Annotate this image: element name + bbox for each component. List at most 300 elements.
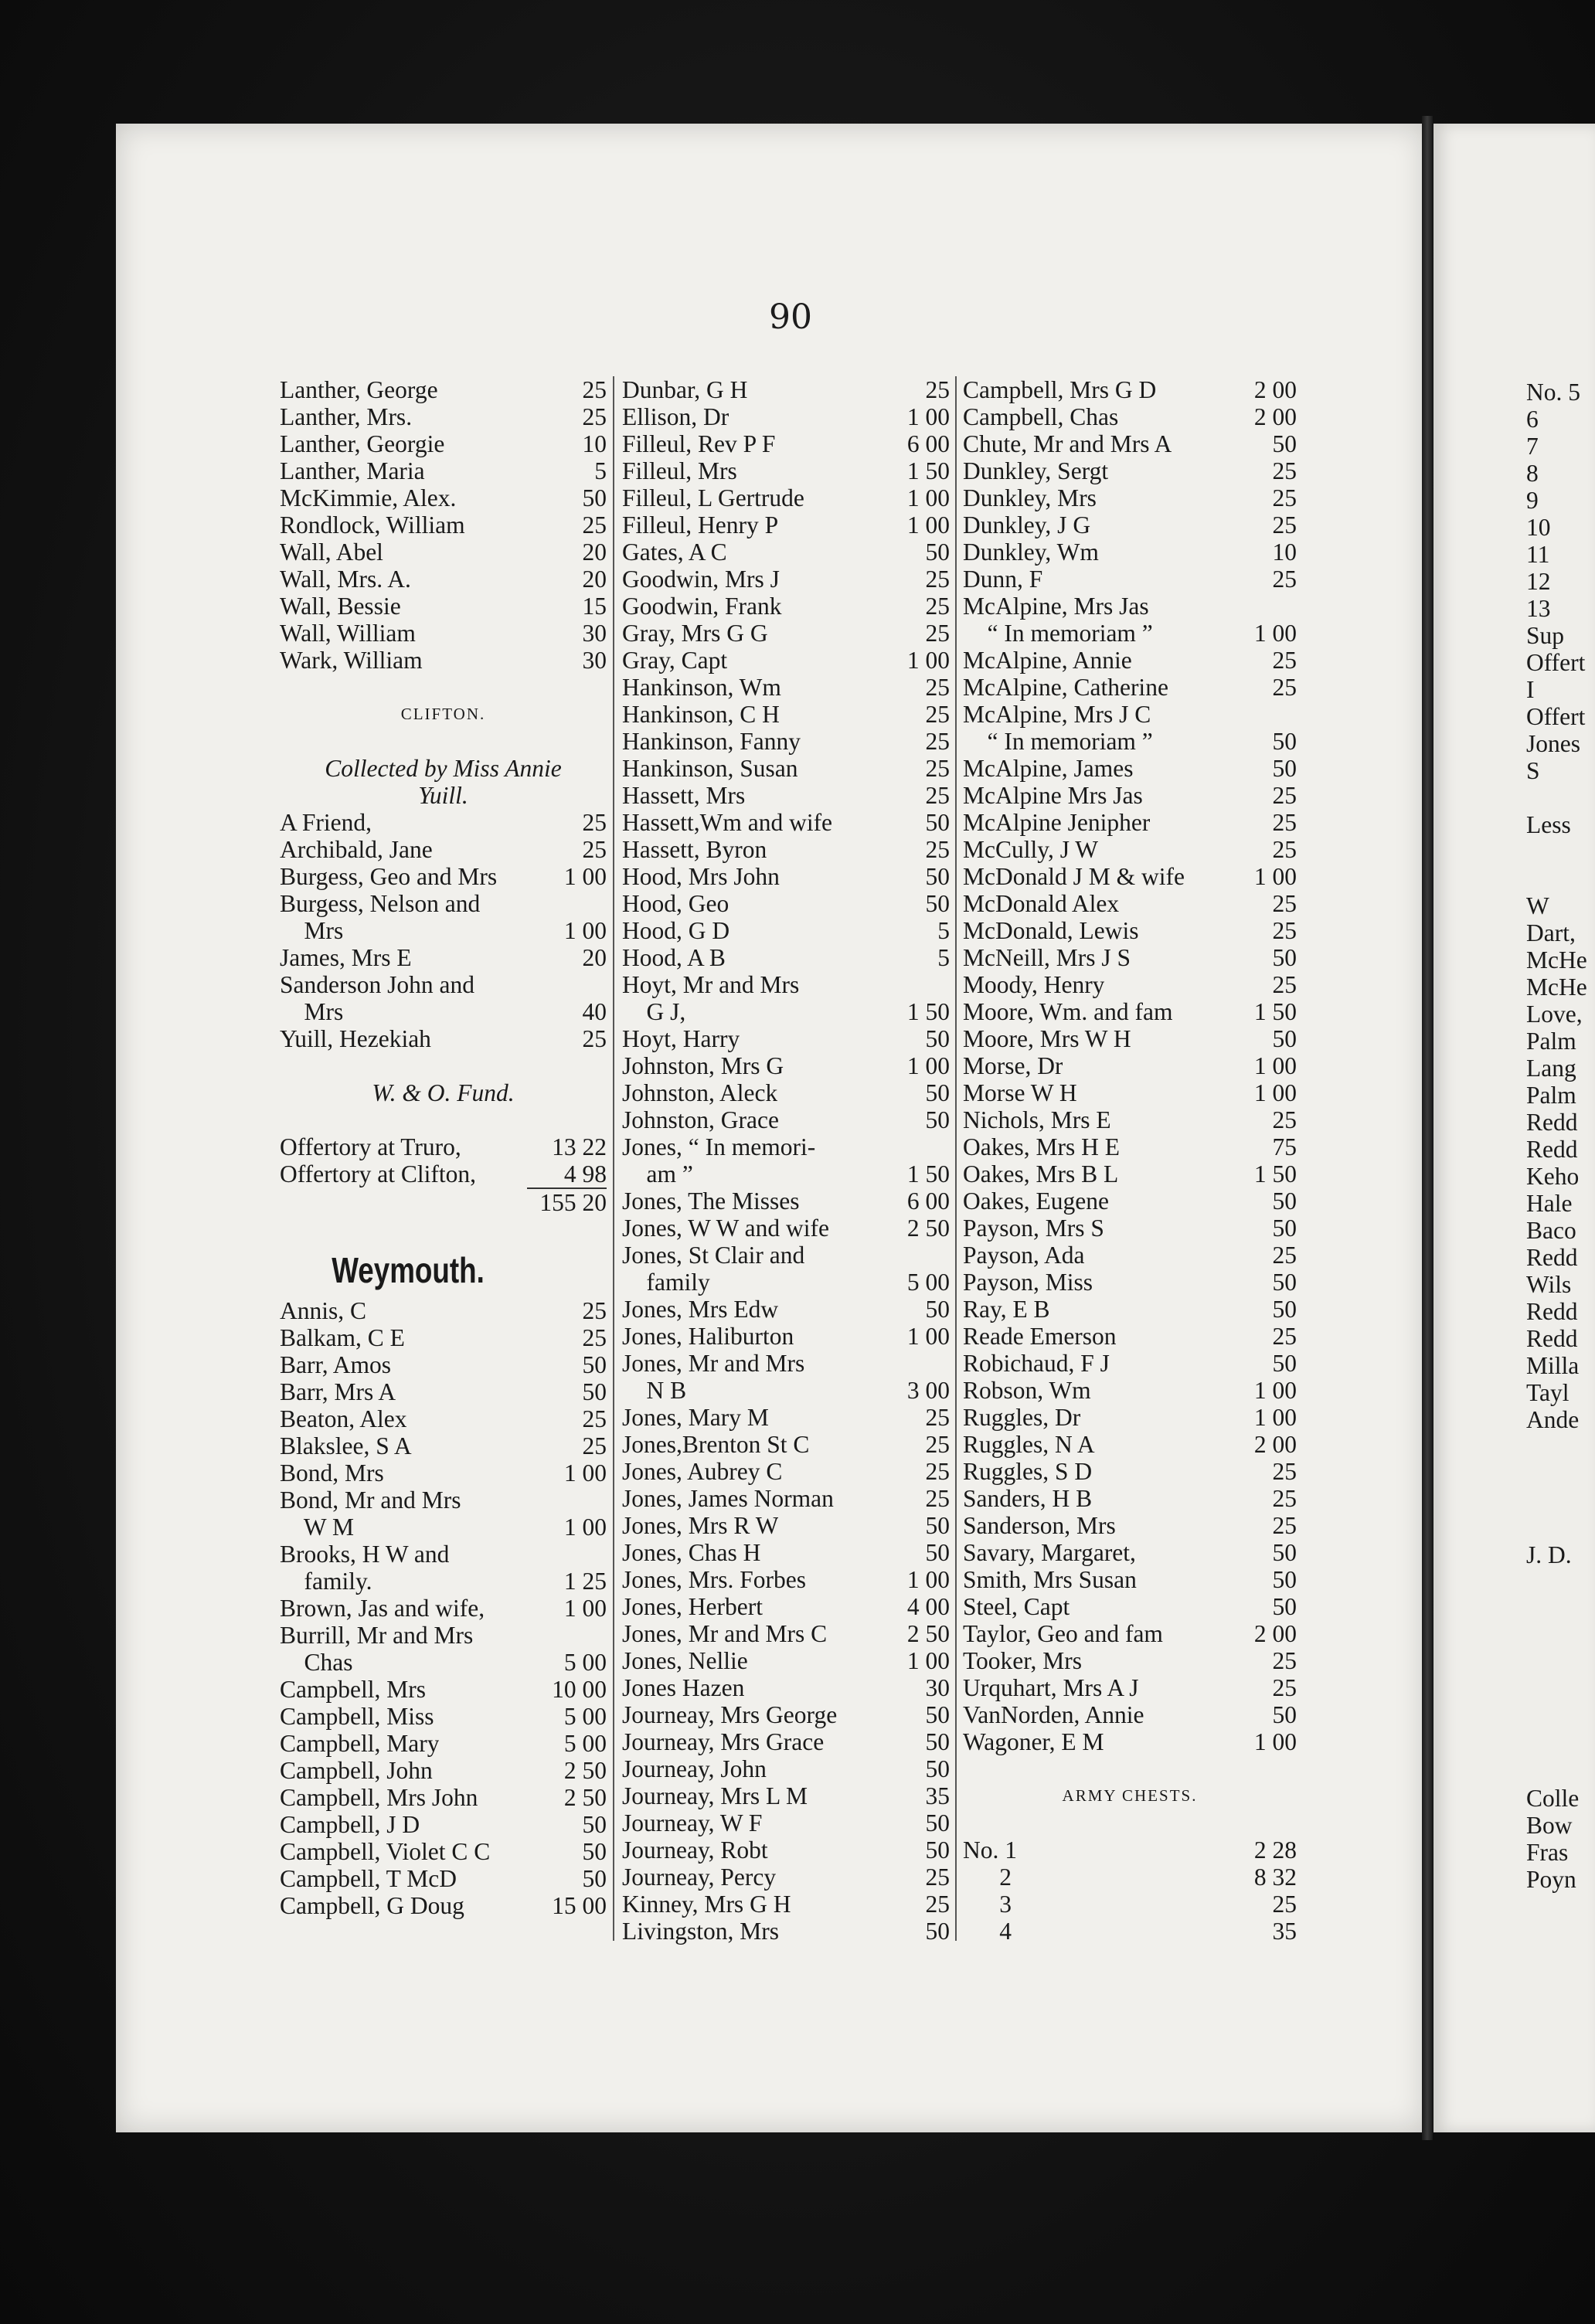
entry-row (963, 1052, 1297, 1079)
entry-row (280, 1486, 607, 1514)
entry-amount: 155 20 (539, 1189, 607, 1216)
column-divider-2 (955, 376, 957, 1941)
fragment-line: Colle (1526, 1785, 1580, 1812)
entry-row (963, 1539, 1297, 1566)
entry-amount: 1 00 (1253, 1377, 1297, 1404)
fragment-line: 10 (1526, 514, 1551, 541)
entry-amount: 50 (925, 1106, 950, 1133)
fragment-line (1526, 1677, 1595, 1704)
entry-name: Campbell, Mrs (280, 1676, 426, 1703)
section-heading: CLIFTON. (400, 705, 486, 723)
entry-amount: 1 50 (906, 998, 950, 1025)
entry-amount: 50 (582, 1351, 607, 1378)
entry-amount (947, 1350, 950, 1377)
entry-row (963, 1674, 1297, 1701)
entry-row (622, 1674, 950, 1701)
entry-name: Barr, Amos (280, 1351, 391, 1378)
entry-name: Brown, Jas and wife, (280, 1595, 485, 1622)
entry-name: McDonald J M & wife (963, 863, 1185, 890)
entry-name: Campbell, Violet C C (280, 1838, 491, 1865)
entry-name: Jones, Mary M (622, 1404, 769, 1431)
entry-amount: 2 00 (1253, 1620, 1297, 1647)
entry-name: Wall, Abel (280, 539, 383, 566)
entry-amount: 50 (925, 1809, 950, 1836)
entry-row (963, 620, 1297, 647)
fragment-line: Baco (1526, 1217, 1576, 1244)
entry-amount: 2 28 (1253, 1836, 1297, 1864)
entry-name: Hankinson, C H (622, 701, 780, 728)
entry-amount: 1 00 (563, 1459, 607, 1486)
entry-amount: 1 00 (906, 484, 950, 511)
entry-name: Blakslee, S A (280, 1432, 412, 1459)
entry-row (963, 836, 1297, 863)
entry-row (622, 1593, 950, 1620)
entry-amount: 1 00 (563, 863, 607, 890)
entry-row (622, 1106, 950, 1133)
entry-row (280, 647, 607, 674)
entry-amount: 4 98 (563, 1160, 607, 1187)
entry-row (963, 890, 1297, 917)
entry-amount: 25 (925, 1431, 950, 1458)
entry-amount: 25 (1272, 890, 1297, 917)
entry-name: G J, (622, 998, 686, 1025)
entry-name: Ruggles, Dr (963, 1404, 1081, 1431)
entry-name: Lanther, Georgie (280, 430, 445, 457)
entry-amount: 25 (1272, 1512, 1297, 1539)
entry-amount: 50 (1272, 1187, 1297, 1215)
entry-amount: 50 (1272, 1296, 1297, 1323)
entry-name: Hankinson, Fanny (622, 728, 801, 755)
entry-amount: 25 (1272, 674, 1297, 701)
entry-amount (604, 971, 607, 998)
entry-row (622, 1701, 950, 1728)
entry-name: McAlpine Mrs Jas (963, 782, 1143, 809)
entry-row (622, 1809, 950, 1836)
entry-row (963, 1133, 1297, 1160)
entry-row (280, 1160, 607, 1187)
entry-name: Burgess, Nelson and (280, 890, 481, 917)
entry-amount: 25 (1272, 511, 1297, 539)
entry-amount: 30 (582, 620, 607, 647)
entry-amount: 30 (925, 1674, 950, 1701)
entry-amount: 5 00 (563, 1649, 607, 1676)
entry-name: Oakes, Eugene (963, 1187, 1109, 1215)
entry-amount: 2 00 (1253, 376, 1297, 403)
entry-name: Campbell, John (280, 1757, 433, 1784)
entry-row (280, 1514, 607, 1541)
entry-row (280, 1838, 607, 1865)
fragment-line (1526, 1622, 1595, 1650)
fragment-line: Love, (1526, 1001, 1583, 1028)
entry-name: Jones, Mrs. Forbes (622, 1566, 807, 1593)
fragment-line: S (1526, 757, 1540, 784)
entry-amount: 50 (925, 1728, 950, 1755)
entry-row (280, 1541, 607, 1568)
entry-amount: 25 (925, 1891, 950, 1918)
entry-name: Reade Emerson (963, 1323, 1117, 1350)
contributor-column-3 (963, 376, 1297, 1945)
entry-name: Oakes, Mrs H E (963, 1133, 1120, 1160)
entry-row (280, 863, 607, 890)
entry-row (622, 1431, 950, 1458)
entry-amount: 40 (582, 998, 607, 1025)
entry-name: Mrs (280, 917, 344, 944)
fragment-line: Tayl (1526, 1379, 1569, 1406)
entry-amount: 5 (594, 457, 607, 484)
entry-name: Hassett, Mrs (622, 782, 746, 809)
entry-amount: 2 50 (906, 1215, 950, 1242)
entry-name: Goodwin, Frank (622, 593, 782, 620)
entry-name: Kinney, Mrs G H (622, 1891, 791, 1918)
entry-amount: 1 50 (1253, 998, 1297, 1025)
entry-amount: 50 (1272, 1701, 1297, 1728)
entry-name: Dunn, F (963, 566, 1043, 593)
section-subheading: Collected by Miss Annie (325, 755, 562, 782)
fragment-line: Hale (1526, 1190, 1573, 1217)
entry-name: Jones, “ In memori- (622, 1133, 816, 1160)
entry-row (622, 511, 950, 539)
fragment-line: Dart, (1526, 919, 1576, 946)
entry-amount: 25 (1272, 1647, 1297, 1674)
entry-name: Filleul, Rev P F (622, 430, 776, 457)
entry-row (280, 1189, 607, 1216)
entry-row (963, 539, 1297, 566)
entry-row (963, 566, 1297, 593)
entry-amount: 5 (937, 944, 950, 971)
fragment-line: Redd (1526, 1325, 1578, 1352)
entry-name: Jones, Mr and Mrs (622, 1350, 805, 1377)
entry-amount: 1 00 (906, 647, 950, 674)
entry-amount: 1 00 (906, 1566, 950, 1593)
entry-name: Wall, Mrs. A. (280, 566, 411, 593)
fragment-line: 8 (1526, 460, 1539, 487)
entry-row (280, 593, 607, 620)
entry-name: McAlpine, Annie (963, 647, 1132, 674)
entry-amount: 25 (582, 403, 607, 430)
spacer (280, 1216, 607, 1243)
fragment-line: Wils (1526, 1271, 1572, 1298)
entry-row (622, 674, 950, 701)
entry-amount: 6 00 (906, 430, 950, 457)
entry-row (622, 457, 950, 484)
entry-amount: 50 (1272, 430, 1297, 457)
entry-name: VanNorden, Annie (963, 1701, 1144, 1728)
entry-row (280, 1568, 607, 1595)
entry-name: Moore, Mrs W H (963, 1025, 1131, 1052)
entry-row (280, 890, 607, 917)
entry-row (622, 1891, 950, 1918)
entry-row (280, 809, 607, 836)
entry-amount: 2 00 (1253, 403, 1297, 430)
entry-row (622, 1864, 950, 1891)
entry-amount: 25 (582, 511, 607, 539)
fragment-line: 11 (1526, 541, 1550, 568)
entry-amount: 25 (1272, 484, 1297, 511)
entry-row (622, 782, 950, 809)
entry-name: 3 (963, 1891, 1012, 1918)
entry-name: Jones, Mrs R W (622, 1512, 779, 1539)
entry-amount: 1 25 (563, 1568, 607, 1595)
entry-amount: 25 (582, 1025, 607, 1052)
spacer (963, 1809, 1297, 1836)
fragment-line: W (1526, 892, 1549, 919)
entry-row (280, 1649, 607, 1676)
entry-name: Johnston, Aleck (622, 1079, 778, 1106)
entry-name: Hood, Geo (622, 890, 729, 917)
fragment-line: Redd (1526, 1109, 1578, 1136)
entry-row (963, 1350, 1297, 1377)
entry-row (622, 1728, 950, 1755)
entry-amount: 50 (1272, 1269, 1297, 1296)
entry-row (280, 1378, 607, 1405)
entry-row (280, 1025, 607, 1052)
contributor-column-1 (280, 376, 607, 1919)
fragment-line (1526, 1514, 1595, 1541)
entry-row (280, 1730, 607, 1757)
entry-name: Journeay, Robt (622, 1836, 768, 1864)
entry-amount: 8 32 (1253, 1864, 1297, 1891)
entry-amount (1294, 593, 1297, 620)
entry-row (622, 863, 950, 890)
entry-row (963, 1593, 1297, 1620)
entry-amount: 20 (582, 539, 607, 566)
entry-name: Journeay, Percy (622, 1864, 777, 1891)
fragment-line (1526, 1595, 1595, 1622)
entry-row (622, 944, 950, 971)
fragment-line: Jones (1526, 730, 1580, 757)
entry-name: 2 (963, 1864, 1012, 1891)
entry-amount: 1 50 (906, 457, 950, 484)
entry-name: Ruggles, N A (963, 1431, 1095, 1458)
entry-name: Dunkley, J G (963, 511, 1091, 539)
entry-amount: 10 00 (552, 1676, 607, 1703)
entry-name: Lanther, Mrs. (280, 403, 413, 430)
fragment-line: Palm (1526, 1028, 1576, 1055)
entry-row (963, 1620, 1297, 1647)
entry-name: James, Mrs E (280, 944, 412, 971)
entry-row (963, 863, 1297, 890)
entry-row (963, 755, 1297, 782)
entry-name: N B (622, 1377, 687, 1404)
entry-row (963, 1079, 1297, 1106)
entry-row (963, 1187, 1297, 1215)
entry-amount: 25 (925, 728, 950, 755)
entry-name: Nichols, Mrs E (963, 1106, 1111, 1133)
entry-row (963, 1512, 1297, 1539)
entry-name: Goodwin, Mrs J (622, 566, 780, 593)
entry-row (622, 809, 950, 836)
entry-row (963, 728, 1297, 755)
entry-amount (1294, 701, 1297, 728)
entry-amount: 25 (1272, 917, 1297, 944)
entry-row (280, 1133, 607, 1160)
fragment-line (1526, 1487, 1595, 1514)
entry-name: Taylor, Geo and fam (963, 1620, 1163, 1647)
entry-name: Payson, Miss (963, 1269, 1093, 1296)
entry-amount: 1 00 (906, 403, 950, 430)
entry-row (280, 620, 607, 647)
entry-name: “ In memoriam ” (963, 620, 1153, 647)
entry-name: Hood, A B (622, 944, 726, 971)
entry-amount: 25 (925, 1404, 950, 1431)
entry-name: Journeay, Mrs Grace (622, 1728, 825, 1755)
entry-row (280, 1757, 607, 1784)
entry-row (963, 1728, 1297, 1755)
entry-name: Ruggles, S D (963, 1458, 1093, 1485)
entry-amount: 20 (582, 944, 607, 971)
entry-row (622, 890, 950, 917)
fragment-line: Offert (1526, 703, 1586, 730)
adjacent-page-column (1526, 379, 1595, 1893)
entry-row (280, 1351, 607, 1378)
entry-row (622, 1512, 950, 1539)
entry-amount: 50 (1272, 1593, 1297, 1620)
entry-amount: 2 50 (563, 1784, 607, 1811)
entry-row (622, 1160, 950, 1187)
entry-amount: 25 (1272, 971, 1297, 998)
entry-amount: 1 50 (1253, 1160, 1297, 1187)
entry-row (622, 484, 950, 511)
entry-amount (604, 890, 607, 917)
entry-row (622, 403, 950, 430)
entry-name: McDonald Alex (963, 890, 1120, 917)
entry-row (622, 539, 950, 566)
fragment-line: Less (1526, 811, 1571, 838)
entry-name: McAlpine Jenipher (963, 809, 1151, 836)
entry-row (963, 1701, 1297, 1728)
fragment-line: Milla (1526, 1352, 1580, 1379)
entry-row (622, 728, 950, 755)
fragment-line: 12 (1526, 568, 1551, 595)
entry-row (963, 511, 1297, 539)
entry-name: Campbell, J D (280, 1811, 420, 1838)
entry-amount: 1 00 (1253, 1052, 1297, 1079)
fragment-line (1526, 1704, 1595, 1731)
entry-amount: 50 (1272, 1215, 1297, 1242)
entry-name: Jones, Nellie (622, 1647, 748, 1674)
entry-name: Campbell, Miss (280, 1703, 434, 1730)
entry-amount: 75 (1272, 1133, 1297, 1160)
entry-name: Ellison, Dr (622, 403, 729, 430)
entry-name: Gray, Capt (622, 647, 728, 674)
entry-row (622, 1485, 950, 1512)
entry-amount: 25 (1272, 782, 1297, 809)
entry-row (963, 782, 1297, 809)
entry-amount: 50 (925, 809, 950, 836)
entry-amount: 25 (925, 376, 950, 403)
entry-row (963, 1160, 1297, 1187)
entry-name: Dunbar, G H (622, 376, 748, 403)
fragment-line: Ande (1526, 1406, 1580, 1433)
fragment-line (1526, 784, 1595, 811)
entry-name: Moore, Wm. and fam (963, 998, 1173, 1025)
entry-amount: 25 (1272, 566, 1297, 593)
entry-amount: 25 (925, 1864, 950, 1891)
entry-amount: 25 (582, 836, 607, 863)
entry-amount (604, 1541, 607, 1568)
fragment-line: Redd (1526, 1136, 1578, 1163)
entry-amount: 50 (1272, 755, 1297, 782)
fragment-line (1526, 1460, 1595, 1487)
entry-row (622, 1755, 950, 1782)
entry-row (963, 1836, 1297, 1864)
entry-name: Jones,Brenton St C (622, 1431, 810, 1458)
fragment-line: J. D. (1526, 1541, 1572, 1568)
entry-row (622, 1025, 950, 1052)
entry-amount: 25 (582, 376, 607, 403)
entry-row (622, 1377, 950, 1404)
entry-amount: 25 (1272, 1323, 1297, 1350)
entry-row (622, 1079, 950, 1106)
entry-name: Livingston, Mrs (622, 1918, 780, 1945)
entry-name: Jones, The Misses (622, 1187, 800, 1215)
fragment-line: Offert (1526, 649, 1586, 676)
entry-amount: 1 50 (906, 1160, 950, 1187)
entry-row (963, 593, 1297, 620)
contributor-column-2 (622, 376, 950, 1945)
entry-row (963, 376, 1297, 403)
entry-name: Journeay, Mrs L M (622, 1782, 808, 1809)
entry-name: McKimmie, Alex. (280, 484, 457, 511)
entry-name: Steel, Capt (963, 1593, 1070, 1620)
entry-amount: 25 (1272, 1674, 1297, 1701)
entry-amount: 2 50 (906, 1620, 950, 1647)
entry-name: Dunkley, Sergt (963, 457, 1109, 484)
fragment-line: Palm (1526, 1082, 1576, 1109)
entry-name: Bond, Mr and Mrs (280, 1486, 461, 1514)
entry-amount: 5 (937, 917, 950, 944)
entry-amount: 15 (582, 593, 607, 620)
fragment-line (1526, 1731, 1595, 1758)
entry-row (622, 593, 950, 620)
entry-amount: 50 (1272, 1566, 1297, 1593)
entry-name: Robson, Wm (963, 1377, 1091, 1404)
fragment-line: McHe (1526, 973, 1587, 1001)
entry-name: Burgess, Geo and Mrs (280, 863, 498, 890)
entry-name: Gates, A C (622, 539, 727, 566)
entry-row (280, 1622, 607, 1649)
entry-amount: 50 (925, 890, 950, 917)
fragment-line: 13 (1526, 595, 1551, 622)
entry-name: McDonald, Lewis (963, 917, 1139, 944)
entry-amount: 25 (925, 755, 950, 782)
entry-row (280, 1432, 607, 1459)
entry-name: Tooker, Mrs (963, 1647, 1083, 1674)
entry-amount: 25 (582, 1432, 607, 1459)
entry-name: Payson, Mrs S (963, 1215, 1104, 1242)
entry-amount: 25 (582, 1324, 607, 1351)
entry-row (963, 1242, 1297, 1269)
entry-amount: 50 (925, 863, 950, 890)
entry-row (622, 971, 950, 998)
spacer (280, 674, 607, 701)
entry-name: Journeay, Mrs George (622, 1701, 838, 1728)
entry-name: “ In memoriam ” (963, 728, 1153, 755)
entry-amount: 2 50 (563, 1757, 607, 1784)
entry-row (622, 1323, 950, 1350)
entry-row (280, 566, 607, 593)
entry-row (280, 1676, 607, 1703)
entry-name: Barr, Mrs A (280, 1378, 396, 1405)
fragment-line: McHe (1526, 946, 1587, 973)
entry-row (280, 484, 607, 511)
entry-name: Jones, Mrs Edw (622, 1296, 779, 1323)
entry-name: Brooks, H W and (280, 1541, 450, 1568)
entry-name: McAlpine, Mrs Jas (963, 593, 1149, 620)
entry-amount: 35 (925, 1782, 950, 1809)
entry-row (280, 917, 607, 944)
entry-name: Hood, Mrs John (622, 863, 780, 890)
